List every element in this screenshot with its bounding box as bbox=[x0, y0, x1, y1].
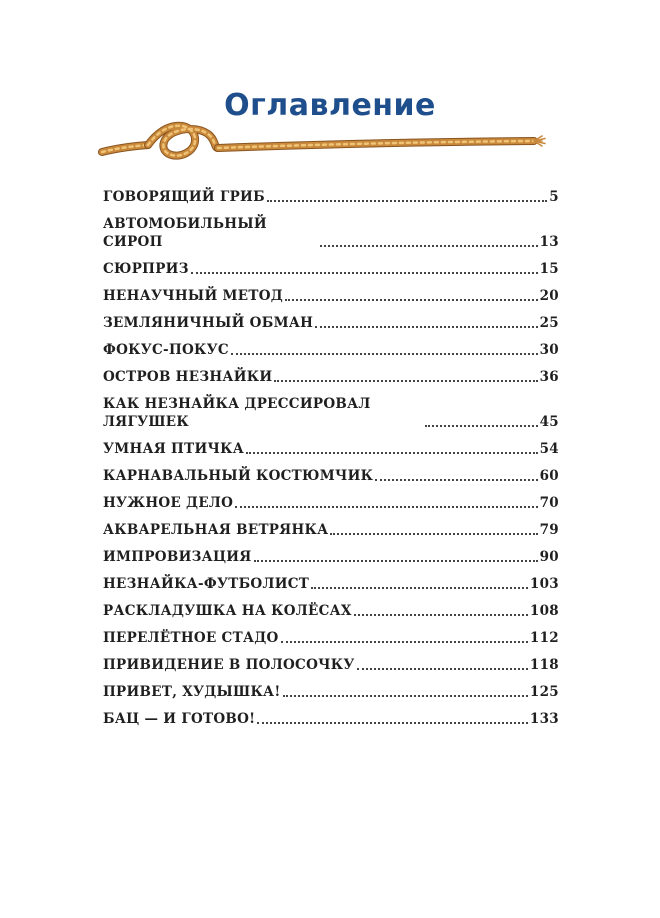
toc-entry-page: 54 bbox=[539, 441, 559, 457]
toc-entry[interactable] bbox=[103, 314, 559, 332]
toc-entry-title: УМНАЯ ПТИЧКА bbox=[103, 441, 245, 457]
dot-leader bbox=[330, 533, 537, 535]
toc-entry-page: 45 bbox=[539, 414, 559, 430]
toc-entry-title: ФОКУС-ПОКУС bbox=[103, 342, 229, 358]
toc-entry-title: АКВАРЕЛЬНАЯ ВЕТРЯНКА bbox=[103, 522, 329, 538]
toc-entry[interactable] bbox=[103, 548, 559, 566]
dot-leader bbox=[274, 380, 537, 382]
toc-entry[interactable] bbox=[103, 368, 559, 386]
toc-entry[interactable] bbox=[103, 629, 559, 647]
toc-entry-page: 5 bbox=[549, 189, 559, 205]
toc-entry-page: 25 bbox=[539, 315, 559, 331]
toc-entry[interactable] bbox=[103, 395, 559, 431]
dot-leader bbox=[315, 326, 537, 328]
dot-leader bbox=[235, 506, 537, 508]
dot-leader bbox=[357, 668, 528, 670]
toc-entry-page: 36 bbox=[539, 369, 559, 385]
dot-leader bbox=[191, 272, 538, 274]
toc-entry-page: 13 bbox=[539, 234, 559, 250]
toc-entry-page: 108 bbox=[529, 603, 559, 619]
toc-entry[interactable] bbox=[103, 575, 559, 593]
toc-entry[interactable] bbox=[103, 683, 559, 701]
toc-entry-page: 60 bbox=[539, 468, 559, 484]
dot-leader bbox=[254, 560, 538, 562]
dot-leader bbox=[354, 614, 528, 616]
toc-entry-page: 30 bbox=[539, 342, 559, 358]
toc-entry[interactable] bbox=[103, 260, 559, 278]
toc-entry-page: 133 bbox=[529, 711, 559, 727]
toc-entry-title: НУЖНОЕ ДЕЛО bbox=[103, 495, 234, 511]
dot-leader bbox=[425, 425, 538, 427]
table-of-contents bbox=[103, 188, 559, 737]
dot-leader bbox=[320, 245, 538, 247]
dot-leader bbox=[281, 641, 528, 643]
toc-entry[interactable] bbox=[103, 521, 559, 539]
toc-entry-title: ЗЕМЛЯНИЧНЫЙ ОБМАН bbox=[103, 315, 314, 331]
toc-entry-title: СЮРПРИЗ bbox=[103, 261, 189, 277]
toc-entry-title: ПЕРЕЛЁТНОЕ СТАДО bbox=[103, 630, 279, 646]
toc-entry-title: НЕЗНАЙКА-ФУТБОЛИСТ bbox=[103, 576, 310, 592]
toc-entry[interactable] bbox=[103, 215, 559, 251]
toc-entry-title: ОСТРОВ НЕЗНАЙКИ bbox=[103, 369, 273, 385]
dot-leader bbox=[311, 587, 528, 589]
toc-entry-title: НЕНАУЧНЫЙ МЕТОД bbox=[103, 288, 284, 304]
toc-entry[interactable] bbox=[103, 467, 559, 485]
toc-entry-page: 20 bbox=[539, 288, 559, 304]
toc-entry-title: ГОВОРЯЩИЙ ГРИБ bbox=[103, 189, 265, 205]
toc-entry-page: 79 bbox=[539, 522, 559, 538]
toc-entry-page: 125 bbox=[529, 684, 559, 700]
toc-entry-page: 90 bbox=[539, 549, 559, 565]
toc-entry-page: 103 bbox=[529, 576, 559, 592]
toc-entry-title: ПРИВЕТ, ХУДЫШКА! bbox=[103, 684, 281, 700]
toc-entry[interactable] bbox=[103, 602, 559, 620]
dot-leader bbox=[283, 695, 528, 697]
dot-leader bbox=[246, 452, 538, 454]
rope-knot-decoration bbox=[98, 112, 550, 168]
toc-entry-page: 118 bbox=[529, 657, 559, 673]
toc-entry-title: РАСКЛАДУШКА НА КОЛЁСАХ bbox=[103, 603, 352, 619]
dot-leader bbox=[257, 722, 527, 724]
toc-entry-title: ИМПРОВИЗАЦИЯ bbox=[103, 549, 252, 565]
dot-leader bbox=[267, 200, 547, 202]
toc-entry-title: ПРИВИДЕНИЕ В ПОЛОСОЧКУ bbox=[103, 657, 355, 673]
toc-entry[interactable] bbox=[103, 494, 559, 512]
toc-entry-page: 70 bbox=[539, 495, 559, 511]
toc-entry-title: АВТОМОБИЛЬНЫЙ СИРОП bbox=[103, 216, 267, 250]
toc-entry-title: КАРНАВАЛЬНЫЙ КОСТЮМЧИК bbox=[103, 468, 374, 484]
dot-leader bbox=[375, 479, 537, 481]
dot-leader bbox=[285, 299, 538, 301]
toc-entry-title: БАЦ — И ГОТОВО! bbox=[103, 711, 256, 727]
dot-leader bbox=[231, 353, 538, 355]
toc-entry[interactable] bbox=[103, 188, 559, 206]
toc-entry[interactable] bbox=[103, 440, 559, 458]
toc-entry[interactable] bbox=[103, 341, 559, 359]
toc-entry-page: 112 bbox=[529, 630, 559, 646]
toc-entry-title: КАК НЕЗНАЙКА ДРЕССИРОВАЛ ЛЯГУШЕК bbox=[103, 396, 371, 430]
toc-entry-page: 15 bbox=[539, 261, 559, 277]
toc-entry[interactable] bbox=[103, 656, 559, 674]
toc-entry[interactable] bbox=[103, 710, 559, 728]
toc-entry[interactable] bbox=[103, 287, 559, 305]
page-title: Оглавление bbox=[224, 88, 436, 123]
